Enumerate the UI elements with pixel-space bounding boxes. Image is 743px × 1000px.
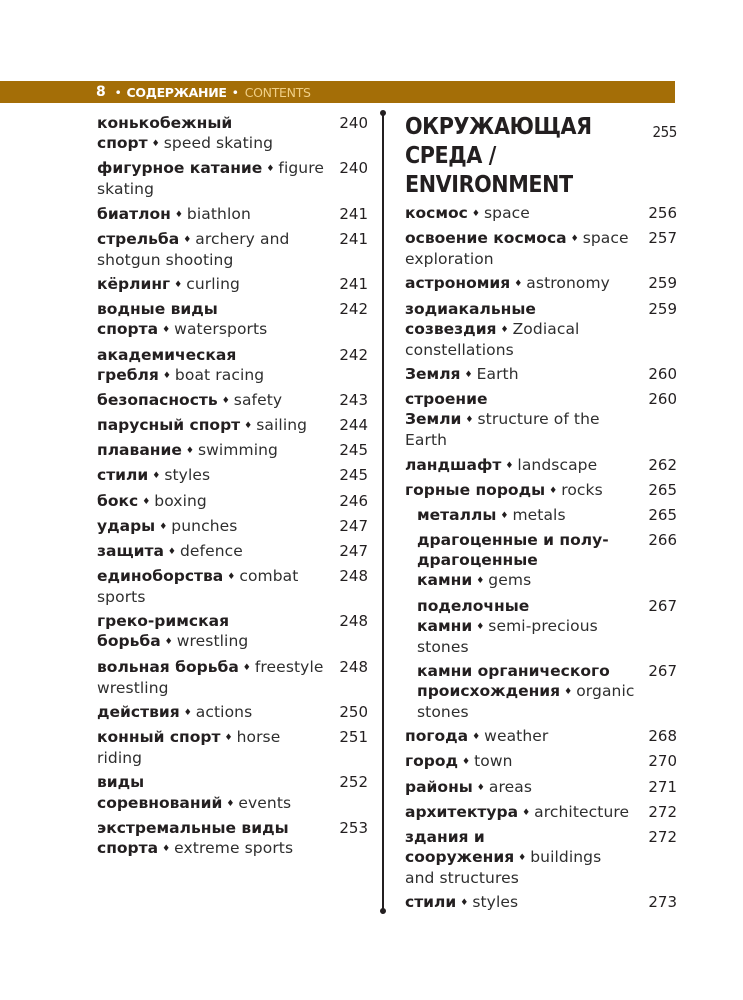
diamond-separator-icon: ♦ — [266, 164, 275, 175]
toc-entry[interactable] — [405, 273, 677, 294]
toc-entry[interactable] — [405, 228, 677, 269]
section-heading[interactable] — [405, 113, 677, 200]
entry-page-number: 273 — [648, 893, 677, 912]
diamond-separator-icon: ♦ — [464, 370, 473, 381]
toc-entry[interactable] — [405, 726, 677, 747]
entry-title-en: styles — [472, 893, 519, 912]
entry-title-en: combat sports — [97, 567, 299, 607]
entry-title-ru: астрономия — [405, 274, 511, 293]
entry-page-number: 268 — [648, 727, 677, 746]
entry-title-en: swimming — [197, 441, 278, 460]
toc-entry[interactable] — [97, 158, 368, 199]
entry-title-ru: поделочные камни — [417, 596, 530, 635]
entry-title-ru: строение Земли — [405, 390, 488, 429]
entry-page-number: 250 — [339, 702, 368, 721]
section-title-en: ENVIRONMENT — [405, 172, 573, 198]
toc-entry[interactable] — [97, 274, 368, 295]
entry-page-number: 241 — [339, 204, 368, 223]
section-page-number: 255 — [652, 123, 677, 141]
toc-entry[interactable] — [97, 772, 368, 813]
toc-entry[interactable] — [405, 480, 677, 501]
running-header — [0, 81, 675, 103]
entry-title-en: safety — [233, 390, 283, 409]
toc-entry[interactable] — [405, 530, 677, 591]
diamond-separator-icon: ♦ — [185, 446, 194, 457]
entry-page-number: 245 — [339, 441, 368, 460]
diamond-separator-icon: ♦ — [183, 234, 192, 245]
diamond-separator-icon: ♦ — [174, 280, 183, 291]
entry-title-ru: конькобежный спорт — [97, 114, 233, 153]
diamond-separator-icon: ♦ — [476, 621, 485, 632]
entry-page-number: 242 — [339, 345, 368, 364]
divider-top-dot — [380, 110, 386, 116]
entry-title-ru: стили — [97, 466, 149, 485]
entry-page-number: 248 — [339, 612, 368, 631]
diamond-separator-icon: ♦ — [226, 798, 235, 809]
entry-title-ru: действия — [97, 702, 180, 721]
entry-page-number: 246 — [339, 491, 368, 510]
entry-title-en: styles — [164, 466, 211, 485]
toc-entry[interactable] — [405, 777, 677, 798]
entry-title-en: Zodiacal constellations — [405, 319, 580, 359]
toc-entry[interactable] — [97, 727, 368, 768]
entry-title-ru: удары — [97, 516, 156, 535]
entry-page-number: 247 — [339, 541, 368, 560]
diamond-separator-icon: ♦ — [476, 782, 485, 793]
entry-title-en: actions — [195, 702, 253, 721]
entry-page-number: 256 — [648, 204, 677, 222]
entry-title-en: punches — [171, 516, 238, 535]
page-number: 8 — [96, 84, 106, 100]
toc-entry[interactable] — [405, 299, 677, 360]
entry-title-ru: погода — [405, 727, 469, 746]
entry-page-number: 265 — [648, 505, 677, 524]
entry-title-en: areas — [488, 777, 533, 796]
divider-bottom-dot — [380, 908, 386, 914]
entry-title-en: defence — [179, 541, 243, 560]
entry-title-en: landscape — [517, 455, 598, 474]
toc-entry[interactable] — [405, 203, 677, 224]
entry-title-ru: зодиакальные созвездия — [405, 299, 536, 338]
diamond-separator-icon: ♦ — [183, 707, 192, 718]
toc-entry[interactable] — [97, 299, 368, 340]
diamond-separator-icon: ♦ — [465, 415, 474, 426]
entry-page-number: 272 — [648, 802, 677, 821]
column-divider — [382, 113, 384, 913]
toc-entry[interactable] — [97, 440, 368, 461]
entry-page-number: 260 — [648, 390, 677, 409]
diamond-separator-icon: ♦ — [227, 572, 236, 583]
entry-page-number: 265 — [648, 480, 677, 499]
toc-entry[interactable] — [97, 657, 368, 698]
entry-title-ru: безопасность — [97, 390, 218, 409]
entry-title-ru: город — [405, 752, 459, 771]
entry-title-en: rocks — [561, 480, 603, 499]
entry-title-ru: районы — [405, 777, 473, 796]
header-title-en: CONTENTS — [244, 84, 311, 100]
entry-title-en: Earth — [476, 365, 519, 384]
entry-page-number: 270 — [648, 752, 677, 771]
entry-title-en: speed skating — [163, 134, 274, 153]
toc-entry[interactable] — [405, 802, 677, 823]
entry-title-en: freestyle wrestling — [97, 657, 324, 697]
diamond-separator-icon: ♦ — [514, 279, 523, 290]
entry-title-en: horse riding — [97, 728, 281, 768]
toc-entry[interactable] — [405, 389, 677, 450]
entry-title-en: biathlon — [186, 204, 251, 223]
diamond-separator-icon: ♦ — [167, 546, 176, 557]
entry-title-en: weather — [484, 727, 549, 746]
toc-entry[interactable] — [405, 505, 677, 526]
diamond-separator-icon: ♦ — [549, 485, 558, 496]
entry-page-number: 259 — [648, 274, 677, 293]
diamond-separator-icon: ♦ — [472, 732, 481, 743]
entry-title-en: town — [474, 752, 513, 771]
entry-title-en: semi-precious stones — [417, 616, 598, 656]
diamond-separator-icon: ♦ — [162, 843, 171, 854]
entry-title-ru: парусный спорт — [97, 415, 241, 434]
toc-entry[interactable] — [97, 702, 368, 723]
diamond-separator-icon: ♦ — [500, 324, 509, 335]
entry-title-ru: архитектура — [405, 802, 519, 821]
toc-entry[interactable] — [97, 390, 368, 411]
entry-title-en: buildings and structures — [405, 848, 602, 888]
entry-title-en: watersports — [174, 320, 268, 339]
diamond-separator-icon: ♦ — [242, 662, 251, 673]
diamond-separator-icon: ♦ — [159, 521, 168, 532]
entry-title-ru: стрельба — [97, 229, 180, 248]
toc-entry[interactable] — [97, 204, 368, 225]
diamond-separator-icon: ♦ — [152, 471, 161, 482]
entry-page-number: 271 — [648, 777, 677, 796]
toc-entry[interactable] — [97, 516, 368, 537]
entry-title-en: boxing — [154, 491, 207, 510]
entry-title-ru: металлы — [417, 505, 497, 524]
entry-title-en: figure skating — [97, 159, 324, 199]
diamond-separator-icon: ♦ — [244, 420, 253, 431]
entry-title-ru: фигурное катание — [97, 159, 263, 178]
toc-entry[interactable] — [405, 364, 677, 385]
entry-page-number: 244 — [339, 415, 368, 434]
entry-title-ru: драгоценные и полу-драгоценные камни — [417, 531, 609, 590]
toc-entry[interactable] — [97, 229, 368, 270]
entry-title-ru: биатлон — [97, 204, 171, 223]
diamond-separator-icon: ♦ — [564, 687, 573, 697]
toc-entry[interactable] — [97, 113, 368, 154]
entry-title-en: boat racing — [174, 365, 265, 384]
entry-page-number: 248 — [339, 657, 368, 676]
diamond-separator-icon: ♦ — [518, 853, 527, 864]
entry-title-ru: конный спорт — [97, 728, 221, 747]
section-title-ru: ОКРУЖАЮЩАЯ СРЕДА — [405, 114, 592, 169]
toc-entry[interactable] — [405, 827, 677, 888]
entry-title-ru: бокс — [97, 491, 139, 510]
entry-title-en: organic stones — [417, 682, 635, 722]
entry-title-en: wrestling — [176, 632, 249, 651]
toc-entry[interactable] — [405, 892, 677, 913]
entry-page-number: 240 — [339, 159, 368, 178]
entry-title-en: space — [483, 204, 530, 222]
diamond-separator-icon: ♦ — [476, 576, 485, 587]
toc-entry[interactable] — [97, 541, 368, 562]
entry-page-number: 251 — [339, 728, 368, 747]
diamond-separator-icon: ♦ — [224, 733, 233, 744]
diamond-separator-icon: ♦ — [500, 510, 509, 521]
entry-page-number: 240 — [339, 114, 368, 132]
entry-page-number: 262 — [648, 455, 677, 474]
entry-title-ru: экстремальные виды спорта — [97, 818, 289, 857]
entry-page-number: 267 — [648, 596, 677, 615]
entry-title-ru: вольная борьба — [97, 657, 239, 676]
toc-entry[interactable] — [97, 415, 368, 436]
entry-page-number: 243 — [339, 390, 368, 409]
contents-left-column — [97, 113, 368, 863]
diamond-separator-icon: ♦ — [162, 370, 171, 381]
diamond-separator-icon: ♦ — [221, 395, 230, 406]
entry-page-number: 272 — [648, 828, 677, 847]
entry-title-ru: горные породы — [405, 480, 546, 499]
toc-entry[interactable] — [97, 491, 368, 512]
right-entries-list — [405, 203, 677, 914]
diamond-separator-icon: ♦ — [462, 757, 471, 768]
entry-page-number: 266 — [648, 531, 677, 550]
toc-entry[interactable] — [97, 611, 368, 652]
entry-title-en: metals — [512, 505, 566, 524]
entry-page-number: 253 — [339, 818, 368, 837]
entry-title-ru: водные виды спорта — [97, 300, 218, 339]
entry-page-number: 252 — [339, 773, 368, 792]
diamond-separator-icon: ♦ — [174, 209, 183, 220]
diamond-separator-icon: ♦ — [151, 139, 160, 150]
entry-title-ru: защита — [97, 541, 164, 560]
diamond-separator-icon: ♦ — [142, 496, 151, 507]
toc-entry[interactable] — [97, 465, 368, 486]
toc-entry[interactable] — [97, 818, 368, 859]
entry-title-en: extreme sports — [174, 838, 294, 857]
toc-entry[interactable] — [97, 345, 368, 386]
entry-page-number: 247 — [339, 516, 368, 535]
entry-title-en: gems — [488, 571, 532, 590]
entry-title-en: space exploration — [405, 229, 629, 269]
entry-title-ru: ландшафт — [405, 455, 502, 474]
entry-title-en: sailing — [256, 415, 308, 434]
entry-title-ru: освоение космоса — [405, 229, 567, 248]
entry-title-ru: здания и сооружения — [405, 828, 515, 867]
entry-title-ru: космос — [405, 204, 468, 222]
section-title-slash: / — [488, 143, 496, 169]
entry-title-en: curling — [186, 275, 240, 294]
entry-title-en: astronomy — [526, 274, 610, 293]
entry-title-ru: академическая гребля — [97, 345, 237, 384]
entry-page-number: 260 — [648, 365, 677, 384]
diamond-separator-icon: ♦ — [522, 807, 531, 818]
diamond-separator-icon: ♦ — [471, 209, 480, 219]
entry-title-ru: камни органического происхождения — [417, 661, 610, 700]
entry-page-number: 259 — [648, 299, 677, 318]
toc-entry[interactable] — [97, 566, 368, 607]
diamond-separator-icon: ♦ — [460, 898, 469, 909]
entry-page-number: 257 — [648, 229, 677, 248]
diamond-separator-icon: ♦ — [505, 460, 514, 471]
entry-page-number: 241 — [339, 275, 368, 294]
entry-page-number: 242 — [339, 300, 368, 319]
diamond-separator-icon: ♦ — [164, 637, 173, 648]
toc-entry[interactable] — [405, 751, 677, 772]
diamond-separator-icon: ♦ — [570, 234, 579, 245]
entry-page-number: 267 — [648, 661, 677, 680]
entry-page-number: 248 — [339, 567, 368, 586]
header-bullet-1: • — [114, 84, 122, 100]
toc-entry[interactable] — [405, 455, 677, 476]
diamond-separator-icon: ♦ — [162, 325, 171, 336]
entry-title-ru: стили — [405, 893, 457, 912]
entry-title-ru: Земля — [405, 365, 461, 384]
header-bullet-2: • — [231, 84, 239, 100]
entry-title-ru: единоборства — [97, 567, 224, 586]
entry-title-ru: плавание — [97, 441, 182, 460]
toc-entry[interactable] — [405, 661, 677, 722]
entry-page-number: 241 — [339, 229, 368, 248]
contents-right-column — [405, 113, 677, 918]
header-title-ru: СОДЕРЖАНИЕ — [126, 84, 227, 100]
entry-title-ru: кёрлинг — [97, 275, 171, 294]
entry-title-en: architecture — [534, 802, 630, 821]
entry-page-number: 245 — [339, 466, 368, 485]
toc-entry[interactable] — [405, 596, 677, 657]
entry-title-ru: греко-римская борьба — [97, 612, 230, 651]
entry-title-en: archery and shotgun shooting — [97, 229, 290, 269]
entry-title-en: structure of the Earth — [405, 410, 600, 450]
entry-title-ru: виды соревнований — [97, 773, 223, 812]
entry-title-en: events — [238, 793, 292, 812]
